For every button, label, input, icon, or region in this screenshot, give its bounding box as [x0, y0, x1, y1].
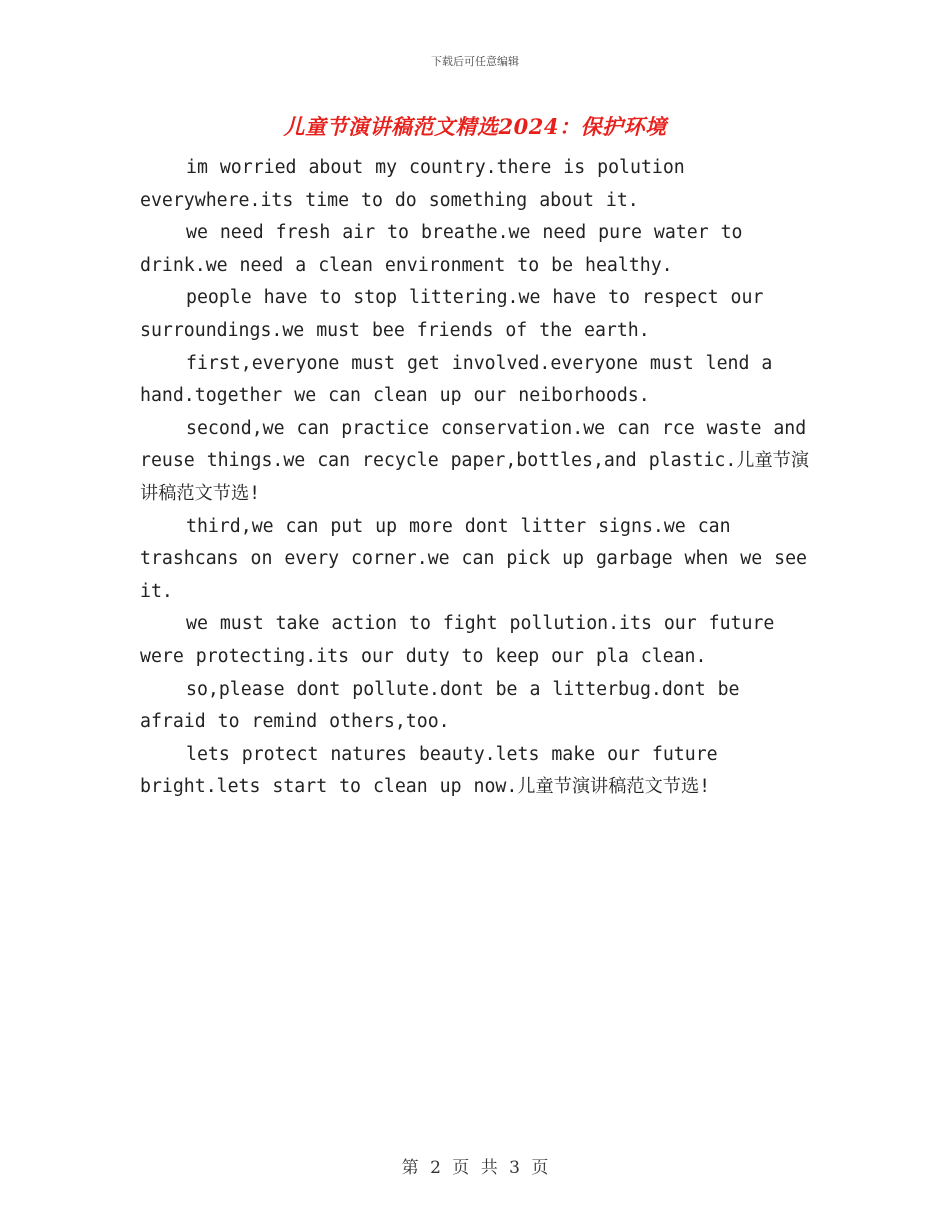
paragraph: people have to stop littering.we have to respect our surroundings.we must bee friends of the earth. — [140, 287, 764, 341]
document-body — [140, 152, 812, 804]
paragraph: im worried about my country.there is polution everywhere.its time to do something about it. — [140, 157, 685, 211]
paragraph: second,we can practice conservation.we can rce waste and reuse things.we can recycle paper,bottles,and plastic.儿童节演讲稿范文节选! — [140, 417, 810, 504]
page-number-footer: 第 2 页 共 3 页 — [401, 1158, 549, 1178]
page-header-note: 下载后可任意编辑 — [431, 55, 519, 68]
paragraph: we need fresh air to breathe.we need pure water to drink.we need a clean environment to be healthy. — [140, 222, 743, 276]
paragraph: we must take action to fight pollution.its our future were protecting.its our duty to keep our pla clean. — [140, 613, 775, 667]
document-title: 儿童节演讲稿范文精选2024：保护环境 — [283, 114, 667, 139]
paragraph: so,please dont pollute.dont be a litterbug.dont be afraid to remind others,too. — [140, 678, 740, 733]
paragraph: lets protect natures beauty.lets make our future bright.lets start to clean up now.儿童节演讲稿范文节选! — [140, 743, 718, 798]
paragraph: third,we can put up more dont litter signs.we can trashcans on every corner.we can pick up garbage when we see it. — [140, 515, 807, 602]
paragraph: first,everyone must get involved.everyone must lend a hand.together we can clean up our neiborhoods. — [140, 352, 773, 407]
